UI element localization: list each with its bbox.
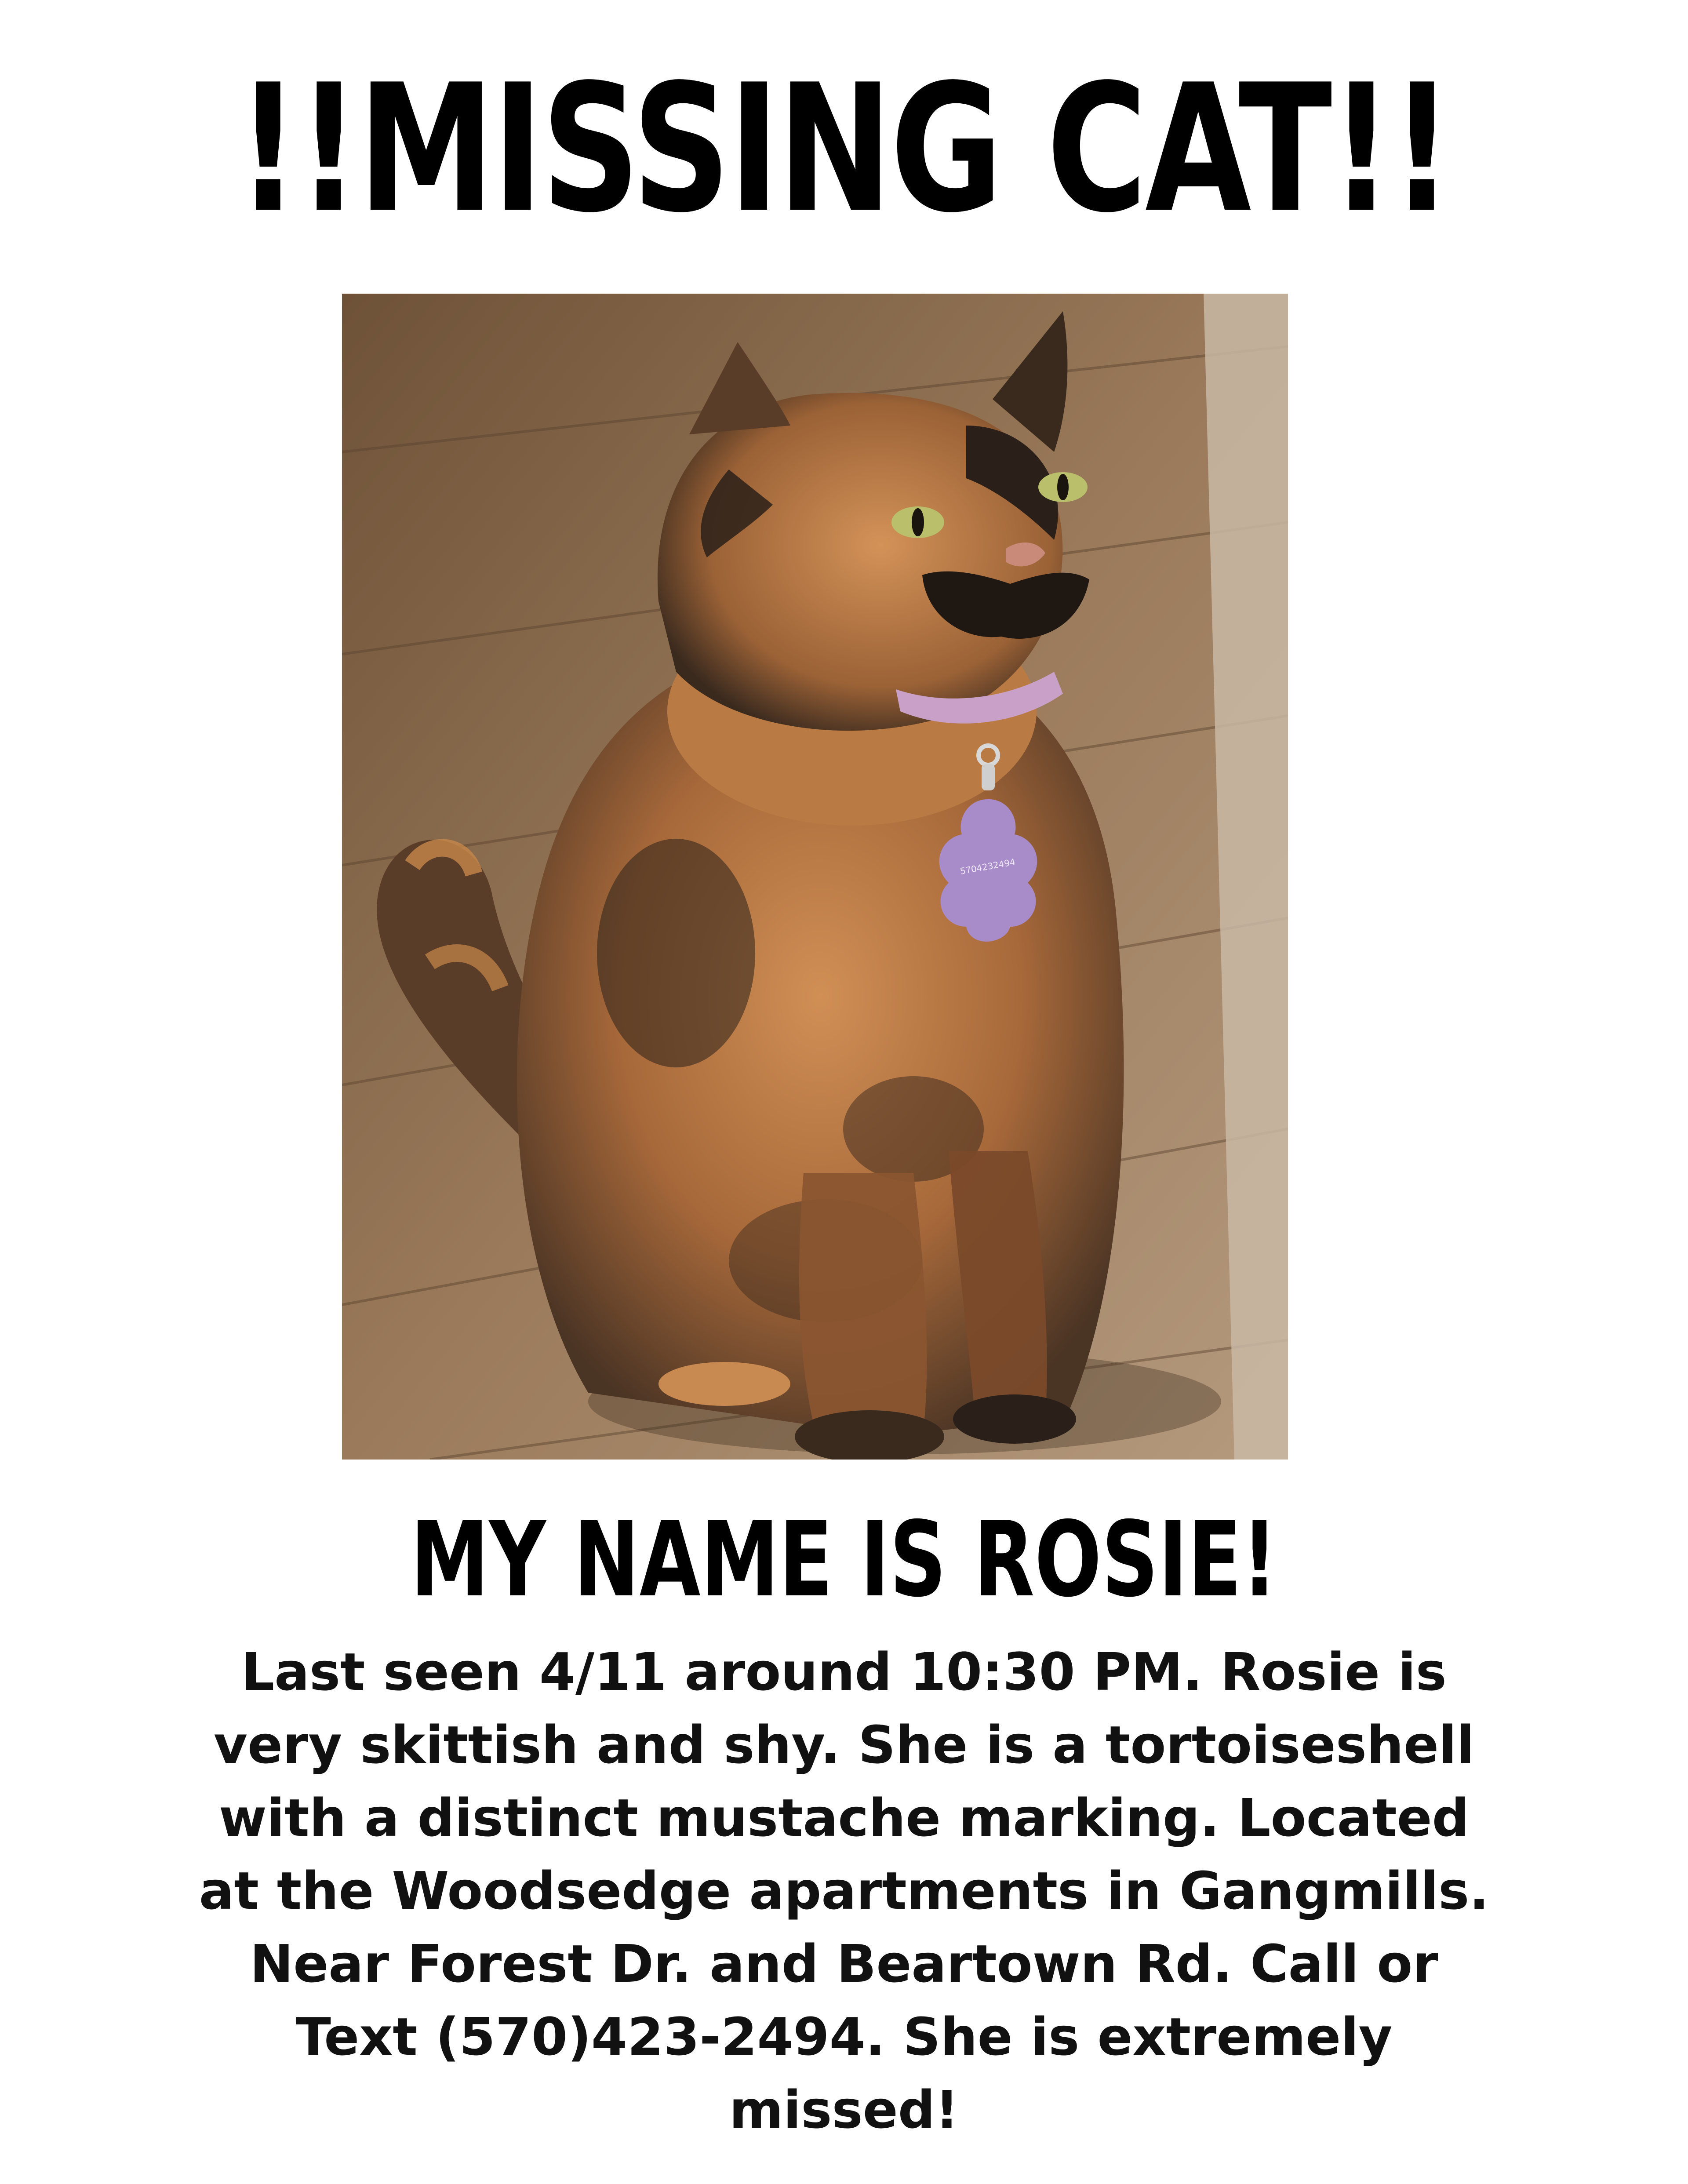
cat-tag-text: 5704232494 [959,856,1016,877]
cat-name-heading: MY NAME IS ROSIE! [410,1499,1278,1620]
cat-description: Last seen 4/11 around 10:30 PM. Rosie is very skittish and shy. She is a tortoiseshell with a distinct mustache marking. Located at the Woodsedge apartments in Gangmills. Near Forest Dr. and Beartown Rd. Call or Text (570)423-2494. She is extremely missed! [199,1642,1489,2140]
missing-cat-headline: !!MISSING CAT!! [237,47,1451,251]
cat-photo [342,294,1288,1460]
cat-photo-illustration [342,294,1288,1460]
